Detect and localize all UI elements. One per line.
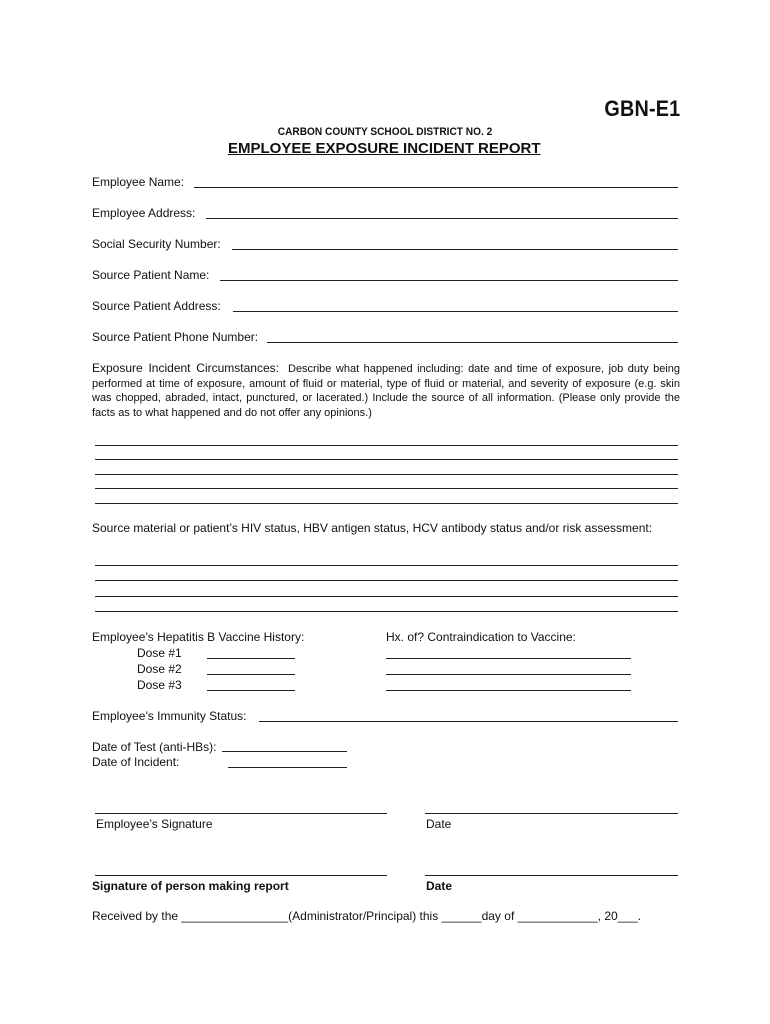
employee-name-label: Employee Name:: [92, 175, 185, 189]
employee-address-label: Employee Address:: [92, 206, 196, 220]
source-status-label: Source material or patient’s HIV status, HBV antigen status, HCV antibody status and/or risk assessment:: [92, 521, 653, 535]
dose-3-label: Dose #3: [137, 678, 182, 692]
date-of-test-label: Date of Test (anti-HBs):: [92, 740, 217, 754]
circumstances-line-1[interactable]: [95, 445, 678, 446]
ssn-field[interactable]: [232, 249, 678, 250]
circumstances-paragraph: [92, 361, 680, 420]
source-patient-name-field[interactable]: [220, 280, 678, 281]
immunity-status-field[interactable]: [259, 721, 678, 722]
reporter-signature-line[interactable]: [95, 875, 387, 876]
source-status-line-4[interactable]: [95, 611, 678, 612]
circumstances-line-3[interactable]: [95, 474, 678, 475]
district-name: CARBON COUNTY SCHOOL DISTRICT NO. 2: [277, 126, 493, 138]
date-of-incident-field[interactable]: [228, 767, 347, 768]
employee-name-field[interactable]: [194, 187, 678, 188]
employee-signature-date-line[interactable]: [425, 813, 678, 814]
source-status-line-2[interactable]: [95, 580, 678, 581]
employee-signature-label: Employee’s Signature: [96, 817, 213, 831]
reporter-signature-label: Signature of person making report: [92, 879, 289, 893]
dose-2-field[interactable]: [207, 674, 295, 675]
source-patient-name-label: Source Patient Name:: [92, 268, 210, 282]
date-of-test-field[interactable]: [222, 751, 347, 752]
page-title: EMPLOYEE EXPOSURE INCIDENT REPORT: [228, 140, 541, 157]
dose-1-field[interactable]: [207, 658, 295, 659]
source-patient-phone-label: Source Patient Phone Number:: [92, 330, 259, 344]
reporter-signature-date-line[interactable]: [425, 875, 678, 876]
circumstances-line-5[interactable]: [95, 503, 678, 504]
circumstances-label: Exposure Incident Circumstances:: [92, 361, 279, 375]
contraindication-field-2[interactable]: [386, 674, 631, 675]
source-patient-address-label: Source Patient Address:: [92, 299, 221, 313]
dose-1-label: Dose #1: [137, 646, 182, 660]
circumstances-line-4[interactable]: [95, 488, 678, 489]
dose-2-label: Dose #2: [137, 662, 182, 676]
form-code: GBN-E1: [604, 96, 680, 121]
reporter-signature-date-label: Date: [426, 879, 453, 893]
employee-signature-date-label: Date: [426, 817, 452, 831]
employee-address-field[interactable]: [206, 218, 678, 219]
circumstances-line-2[interactable]: [95, 459, 678, 460]
dose-3-field[interactable]: [207, 690, 295, 691]
contraindication-field-3[interactable]: [386, 690, 631, 691]
vaccine-history-label: Employee’s Hepatitis B Vaccine History:: [92, 630, 305, 644]
immunity-status-label: Employee’s Immunity Status:: [92, 709, 247, 723]
date-of-incident-label: Date of Incident:: [92, 755, 180, 769]
source-status-line-3[interactable]: [95, 596, 678, 597]
contraindication-label: Hx. of? Contraindication to Vaccine:: [386, 630, 576, 644]
employee-signature-line[interactable]: [95, 813, 387, 814]
ssn-label: Social Security Number:: [92, 237, 221, 251]
source-patient-phone-field[interactable]: [267, 342, 678, 343]
source-status-line-1[interactable]: [95, 565, 678, 566]
received-by-line[interactable]: Received by the ________________(Administrator/Principal) this ______day of ____________, 20___.: [92, 909, 642, 923]
circumstances-instructions: Describe what happened including: date and time of exposure, job duty being performed at time of exposure, amount of fluid or material, type of fluid or material, and severity of exposure (e.g. skin was chopped, abraded, intact, punctured, or lacerated.) Include the source of all information. (Please only provide the facts as to what happened and do not offer any opinions.): [92, 363, 680, 419]
contraindication-field-1[interactable]: [386, 658, 631, 659]
source-patient-address-field[interactable]: [233, 311, 678, 312]
